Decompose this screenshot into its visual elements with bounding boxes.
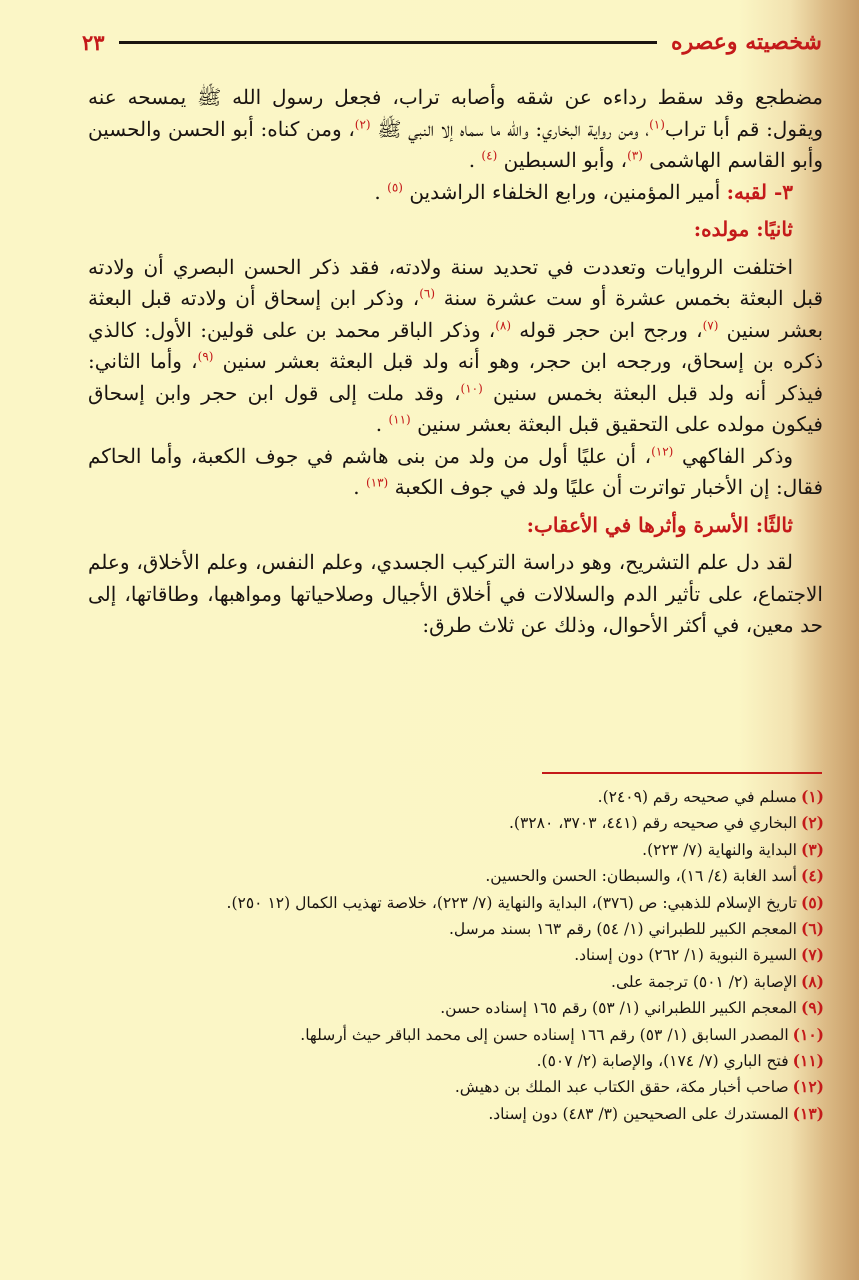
footnote-number: (٧) (800, 945, 824, 965)
paragraph-kaaba (88, 441, 823, 504)
footnote-ref[interactable]: (١٣) (365, 475, 389, 490)
footnote-ref[interactable]: (٥) (387, 179, 403, 194)
footnote-number: (١٣) (792, 1103, 824, 1123)
footnote-number: (١) (800, 787, 824, 806)
text-run: . (353, 475, 366, 499)
footnote-text: البداية والنهاية (٧/ ٢٢٣). (642, 840, 797, 859)
footnote-text: المستدرك على الصحيحين (٣/ ٤٨٣) دون إسناد. (488, 1104, 789, 1123)
section-heading-birth: ثانيًا: مولده: (693, 217, 793, 241)
footnote-number: (١١) (792, 1051, 824, 1071)
footnotes (120, 784, 824, 1127)
footnote-number: (٤) (800, 866, 824, 886)
running-title: شخصيته وعصره (671, 29, 822, 55)
text-run: مضطجع وقد سقط رداءه عن شقه وأصابه تراب، فجعل رسول الله ﷺ يمسحه عنه ويقول: قم أبا تراب (88, 85, 824, 141)
footnote-ref[interactable]: (٢) (354, 116, 371, 131)
footnote-text: فتح الباري (٧/ ١٧٤)، والإصابة (٢/ ٥٠٧). (536, 1052, 789, 1071)
footnote-ref[interactable]: (١١) (388, 412, 411, 427)
footnote-item (120, 863, 824, 889)
footnote-number: (١٠) (792, 1024, 824, 1044)
text-run: ، وأبو السبطين (503, 148, 628, 172)
text-run: ، وذكر ابن إسحاق أن ولادته قبل البعثة بعشر سنين (88, 286, 824, 342)
header-rule (119, 41, 657, 44)
text-run: ، ومن كناه: أبو الحسن والحسين وأبو القاسم الهاشمى (88, 116, 823, 172)
text-run: ، أن عليًا أول من ولد من بنى هاشم في جوف الكعبة، وأما الحاكم فقال: إن الأخبار تواترت أن عليًا ولد في جوف الكعبة (88, 443, 823, 499)
footnote-ref[interactable]: (٨) (495, 317, 512, 332)
footnote-text: المعجم الكبير اللطبراني (١/ ٥٣) رقم ١٦٥ إسناده حسن. (440, 999, 797, 1018)
footnote-item (120, 837, 824, 863)
footnote-text: المعجم الكبير للطبراني (١/ ٥٤) رقم ١٦٣ بسند مرسل. (448, 920, 797, 939)
footnote-number: (٣) (800, 839, 824, 859)
paragraph-birth (88, 252, 823, 441)
footnote-item (120, 1101, 824, 1127)
footnote-text: البخاري في صحيحه رقم (٤٤١، ٣٧٠٣، ٣٢٨٠). (509, 814, 797, 833)
footnote-number: (١٢) (792, 1077, 824, 1097)
footnote-ref[interactable]: (٦) (419, 286, 436, 301)
footnote-text: صاحب أخبار مكة، حقق الكتاب عبد الملك بن دهيش. (454, 1078, 789, 1097)
footnote-item (120, 916, 824, 942)
main-text (88, 82, 823, 642)
footnote-item (120, 1074, 824, 1100)
footnote-ref[interactable]: (٧) (702, 317, 719, 332)
footnote-item (120, 995, 824, 1021)
footnote-text: الإصابة (٢/ ٥٠١) ترجمة على. (611, 972, 797, 991)
page-header (82, 22, 822, 62)
footnote-text: أسد الغابة (٤/ ١٦)، والسبطان: الحسن والحسين. (485, 867, 797, 886)
footnote-ref[interactable]: (١٢) (651, 443, 674, 458)
footnote-number: (٦) (800, 919, 824, 939)
text-run: ، ورجح ابن حجر قوله (519, 317, 703, 342)
footnote-number: (٩) (800, 998, 824, 1018)
text-run: ، وذكر الباقر محمد بن على قولين: الأول: كالذي ذكره بن إسحاق، ورجحه ابن حجر، وهو أنه ولد قبل البعثة بعشر سنين (88, 317, 824, 373)
paragraph-laqab (88, 177, 823, 209)
text-run: ، ومن رواية البخاري: والله ما سماه إلا النبي ﷺ (377, 116, 650, 141)
text-run: . (375, 412, 389, 436)
footnote-ref[interactable]: (٩) (197, 349, 214, 364)
footnote-text: مسلم في صحيحه رقم (٢٤٠٩). (597, 788, 797, 806)
footnote-item (120, 942, 824, 968)
footnote-ref[interactable]: (٣) (627, 148, 643, 163)
footnote-item (120, 1048, 824, 1074)
footnote-ref[interactable]: (١٠) (460, 380, 483, 395)
footnote-text: السيرة النبوية (١/ ٢٦٢) دون إسناد. (574, 946, 797, 965)
footnote-separator (542, 772, 822, 774)
text-run: وذكر الفاكهي (682, 443, 794, 468)
footnote-number: (٢) (800, 813, 824, 833)
footnote-item (120, 1022, 824, 1048)
footnote-item (120, 890, 824, 916)
text-run: ، وأما الثاني: فيذكر أنه ولد قبل البعثة بخمس سنين (88, 349, 824, 405)
section-heading-family: ثالثًا: الأسرة وأثرها في الأعقاب: (526, 512, 793, 537)
text-run: . (468, 148, 482, 172)
footnote-number: (٥) (800, 892, 824, 912)
laqab-label: ٣- لقبه: (726, 179, 793, 204)
footnote-ref[interactable]: (١) (649, 116, 665, 131)
footnote-ref[interactable]: (٤) (481, 148, 498, 163)
text-run: ، وقد ملت إلى قول ابن حجر وابن إسحاق فيكون مولده على التحقيق قبل البعثة بعشر سنين (88, 380, 823, 436)
text-run: أمير المؤمنين، ورابع الخلفاء الراشدين (409, 179, 727, 204)
paragraph-family: لقد دل علم التشريح، وهو دراسة التركيب الجسدي، وعلم النفس، وعلم الأخلاق، وعلم الاجتماع، على تأثير الدم والسلالات في أخلاق الأجيال وصلاحياتها ومواهبها، وطاقاتها، إلى حد معين، في أكثر الأحوال، وذلك عن ثلاث طرق: (88, 550, 823, 637)
footnote-item (120, 784, 824, 810)
footnote-item (120, 810, 824, 836)
footnote-text: تاريخ الإسلام للذهبي: ص (٣٧٦)، البداية والنهاية (٧/ ٢٢٣)، خلاصة تهذيب الكمال (١٢ ٢٥٠). (226, 893, 797, 912)
paragraph-kunya (88, 82, 823, 177)
footnote-text: المصدر السابق (١/ ٥٣) رقم ١٦٦ إسناده حسن إلى محمد الباقر حيث أرسلها. (300, 1025, 789, 1044)
text-run: اختلفت الروايات وتعددت في تحديد سنة ولادته، فقد ذكر الحسن البصري أن ولادته قبل البعثة بخمس عشرة أو ست عشرة سنة (88, 254, 823, 310)
footnote-item (120, 969, 824, 995)
text-run: . (374, 179, 388, 204)
footnote-number: (٨) (800, 971, 824, 991)
page-number: ٢٣ (82, 29, 105, 55)
